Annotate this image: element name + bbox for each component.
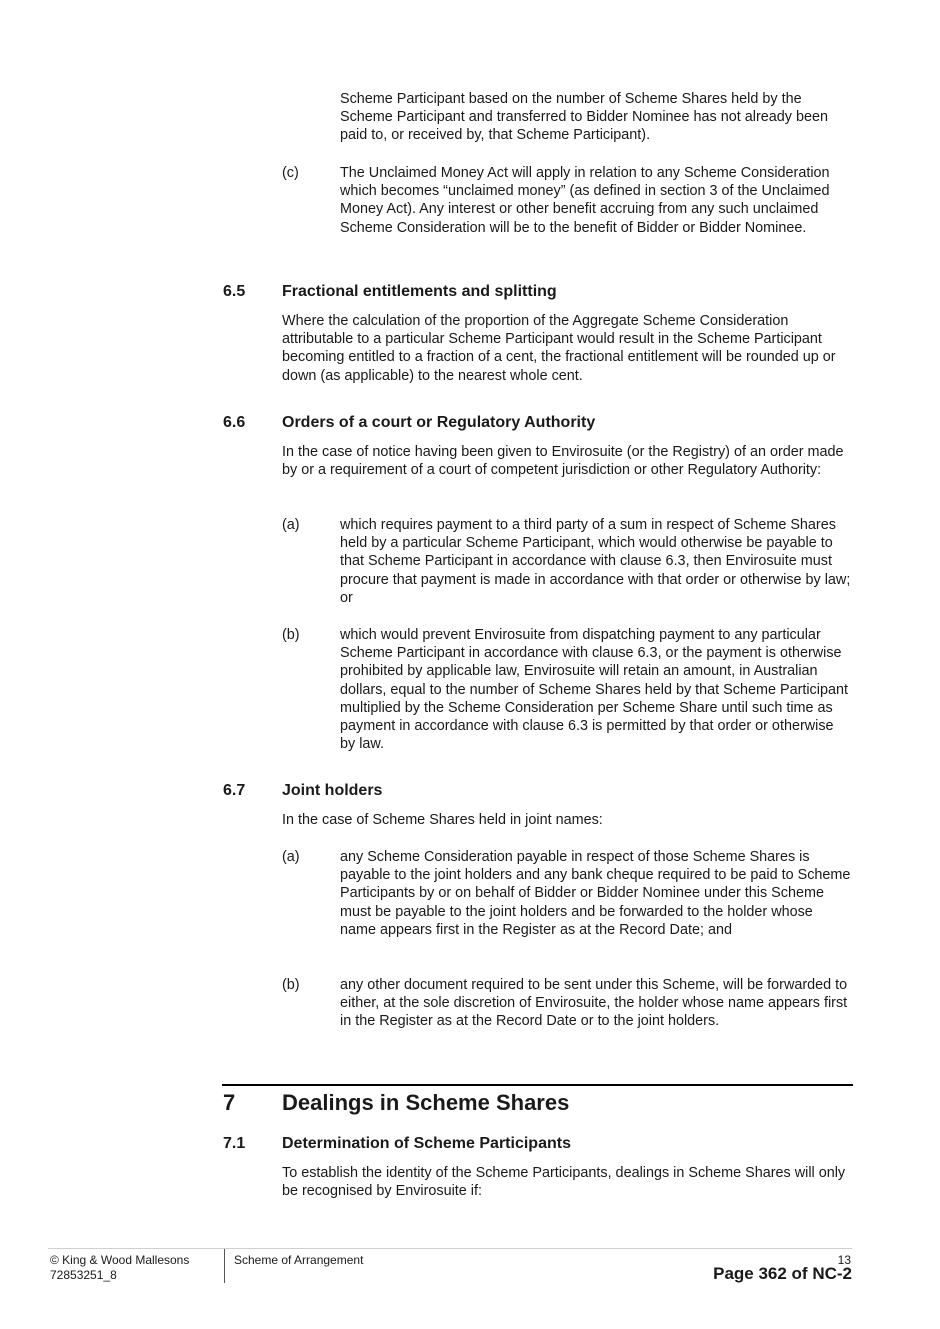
page-stamp: Page 362 of NC-2: [713, 1264, 852, 1283]
section-6-6-number: 6.6: [223, 414, 246, 431]
footer-separator: [224, 1249, 225, 1283]
section-6-5-number: 6.5: [223, 283, 246, 300]
section-7-title: Dealings in Scheme Shares: [282, 1090, 570, 1115]
footer-page-number: 13: [837, 1253, 851, 1267]
section-6-7-title: Joint holders: [282, 782, 383, 799]
section-6-7-number: 6.7: [223, 782, 246, 799]
section-7-1-title: Determination of Scheme Participants: [282, 1135, 571, 1152]
item-label-c: (c): [282, 165, 299, 181]
section-7-1-body: To establish the identity of the Scheme Participants, dealings in Scheme Shares will only be recognised by Envirosuite if:: [282, 1165, 846, 1200]
section-6-7-item-label-a: (a): [282, 849, 300, 865]
footer-doc-title: Scheme of Arrangement: [234, 1253, 364, 1267]
section-6-6-title: Orders of a court or Regulatory Authority: [282, 414, 596, 431]
section-7-rule: [222, 1084, 853, 1086]
section-6-5-body: Where the calculation of the proportion of the Aggregate Scheme Consideration attributable to a particular Scheme Participant would result in the Scheme Participant becoming entitled to a fraction of a cent, the fractional entitlement will be rounded up or down (as applicable) to the nearest whole cent.: [282, 313, 836, 384]
section-6-6-intro: In the case of notice having been given to Envirosuite (or the Registry) of an order made by or a requirement of a court of competent jurisdiction or other Regulatory Authority:: [282, 444, 844, 479]
item-text-c: The Unclaimed Money Act will apply in relation to any Scheme Consideration which becomes “unclaimed money” (as defined in section 3 of the Unclaimed Money Act). Any interest or other benefit accruing from any such unclaimed Scheme Consideration will be to the benefit of Bidder or Bidder Nominee.: [340, 165, 830, 236]
footer-firm: © King & Wood Mallesons: [50, 1253, 190, 1267]
footer-divider: [48, 1248, 852, 1249]
continuation-paragraph: Scheme Participant based on the number of Scheme Shares held by the Scheme Participant and transferred to Bidder Nominee has not already been paid to, or received by, that Scheme Participant).: [340, 91, 828, 144]
section-7-1-number: 7.1: [223, 1135, 246, 1152]
section-6-6-item-label-b: (b): [282, 627, 300, 643]
section-6-6-item-label-a: (a): [282, 517, 300, 533]
section-6-5-title: Fractional entitlements and splitting: [282, 283, 557, 300]
section-6-7-item-label-b: (b): [282, 977, 300, 993]
section-6-7-item-text-a: any Scheme Consideration payable in respect of those Scheme Shares is payable to the joint holders and any bank cheque required to be paid to Scheme Participants by or on behalf of Bidder or Bidder Nominee under this Scheme must be payable to the joint holders and be forwarded to the holder whose name appears first in the Register as at the Record Date; and: [340, 849, 851, 938]
section-6-6-item-text-b: which would prevent Envirosuite from dispatching payment to any particular Scheme Participant in accordance with clause 6.3, or the payment is otherwise prohibited by applicable law, Envirosuite will retain an amount, in Australian dollars, equal to the number of Scheme Shares held by that Scheme Participant multiplied by the Scheme Consideration per Scheme Share until such time as payment in accordance with clause 6.3 is permitted by that order or otherwise by law.: [340, 627, 848, 753]
section-6-6-item-text-a: which requires payment to a third party of a sum in respect of Scheme Shares held by a particular Scheme Participant, which would otherwise be payable to that Scheme Participant in accordance with clause 6.3, then Envirosuite must procure that payment is made in accordance with that order or otherwise by law; or: [340, 517, 851, 606]
section-6-7-item-text-b: any other document required to be sent under this Scheme, will be forwarded to either, at the sole discretion of Envirosuite, the holder whose name appears first in the Register as at the Record Date or to the joint holders.: [340, 977, 848, 1030]
footer-doc-id: 72853251_8: [50, 1268, 117, 1282]
section-6-7-intro: In the case of Scheme Shares held in joint names:: [282, 812, 603, 828]
section-7-number: 7: [223, 1090, 236, 1115]
